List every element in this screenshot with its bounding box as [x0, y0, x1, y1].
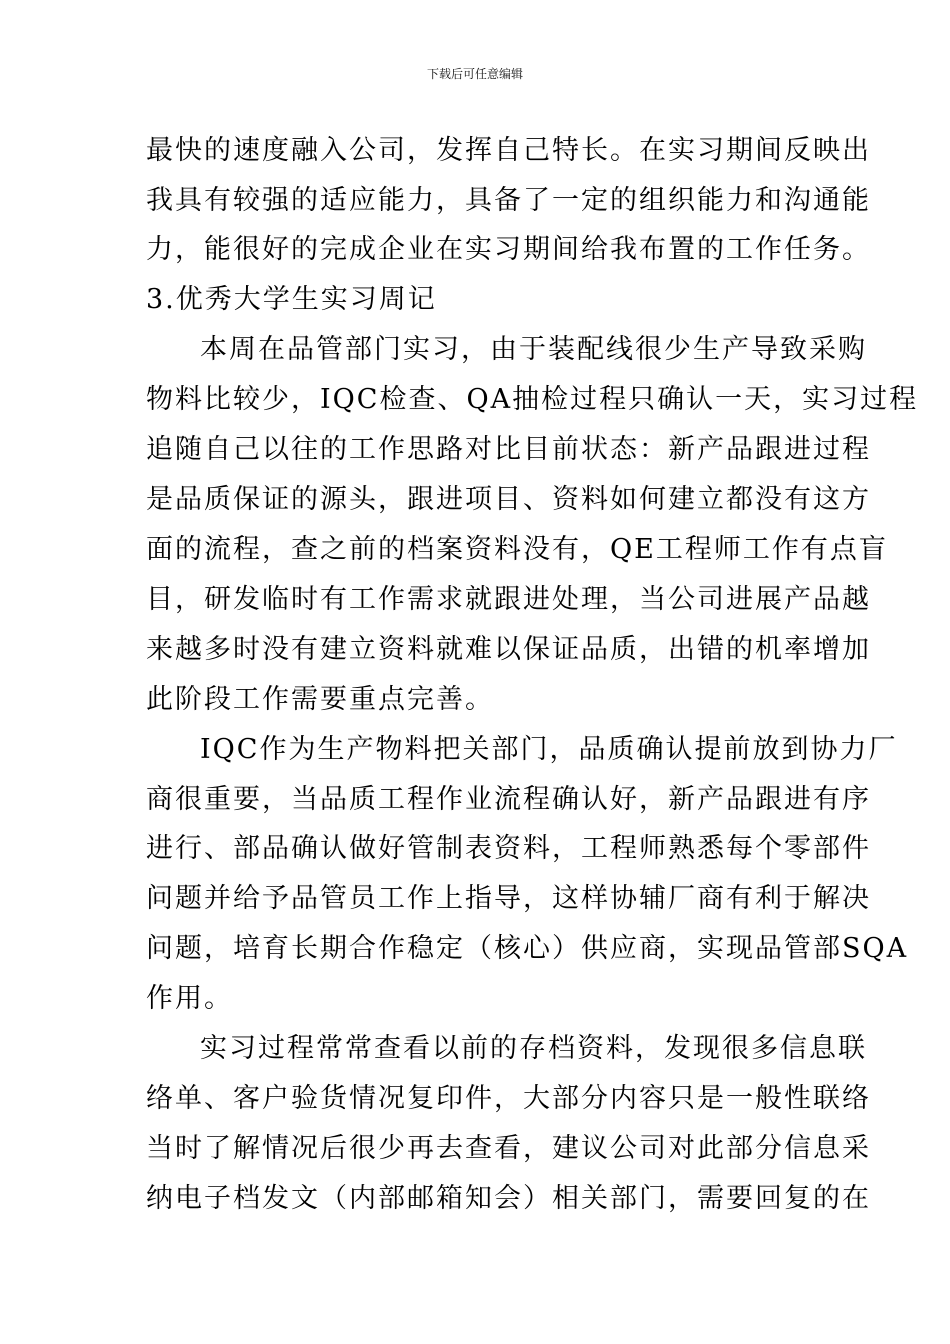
- paragraph-first-line: IQC作为生产物料把关部门，品质确认提前放到协力厂: [200, 734, 898, 765]
- body-line: 进行、部品确认做好管制表资料，工程师熟悉每个零部件: [146, 833, 871, 864]
- body-line: 作用。: [146, 983, 233, 1014]
- paragraph-first-line: 本周在品管部门实习，由于装配线很少生产导致采购: [200, 334, 867, 365]
- body-line: 面的流程，查之前的档案资料没有，QE工程师工作有点盲: [146, 534, 888, 565]
- body-line: 纳电子档发文（内部邮箱知会）相关部门，需要回复的在: [146, 1183, 871, 1214]
- body-line: 物料比较少，IQC检查、QA抽检过程只确认一天，实习过程: [146, 384, 919, 415]
- body-line: 力，能很好的完成企业在实习期间给我布置的工作任务。: [146, 234, 871, 265]
- body-line: 最快的速度融入公司，发挥自己特长。在实习期间反映出: [146, 135, 871, 166]
- body-line: 络单、客户验货情况复印件，大部分内容只是一般性联络: [146, 1083, 871, 1114]
- body-line: 是品质保证的源头，跟进项目、资料如何建立都没有这方: [146, 484, 871, 515]
- body-line: 目，研发临时有工作需求就跟进处理，当公司进展产品越: [146, 584, 871, 615]
- body-line: 追随自己以往的工作思路对比目前状态：新产品跟进过程: [146, 434, 871, 465]
- paragraph-first-line: 实习过程常常查看以前的存档资料，发现很多信息联: [200, 1033, 867, 1064]
- body-line: 来越多时没有建立资料就难以保证品质，出错的机率增加: [146, 634, 871, 665]
- body-line: 当时了解情况后很少再去查看，建议公司对此部分信息采: [146, 1133, 871, 1164]
- header-note: 下载后可任意编辑: [426, 67, 523, 81]
- body-line: 商很重要，当品质工程作业流程确认好，新产品跟进有序: [146, 784, 871, 815]
- section-heading: 3.优秀大学生实习周记: [146, 284, 437, 315]
- body-line: 此阶段工作需要重点完善。: [146, 684, 494, 715]
- body-line: 问题，培育长期合作稳定（核心）供应商，实现品管部SQA: [146, 933, 909, 964]
- body-line: 我具有较强的适应能力，具备了一定的组织能力和沟通能: [146, 185, 871, 216]
- body-line: 问题并给予品管员工作上指导，这样协辅厂商有利于解决: [146, 883, 871, 914]
